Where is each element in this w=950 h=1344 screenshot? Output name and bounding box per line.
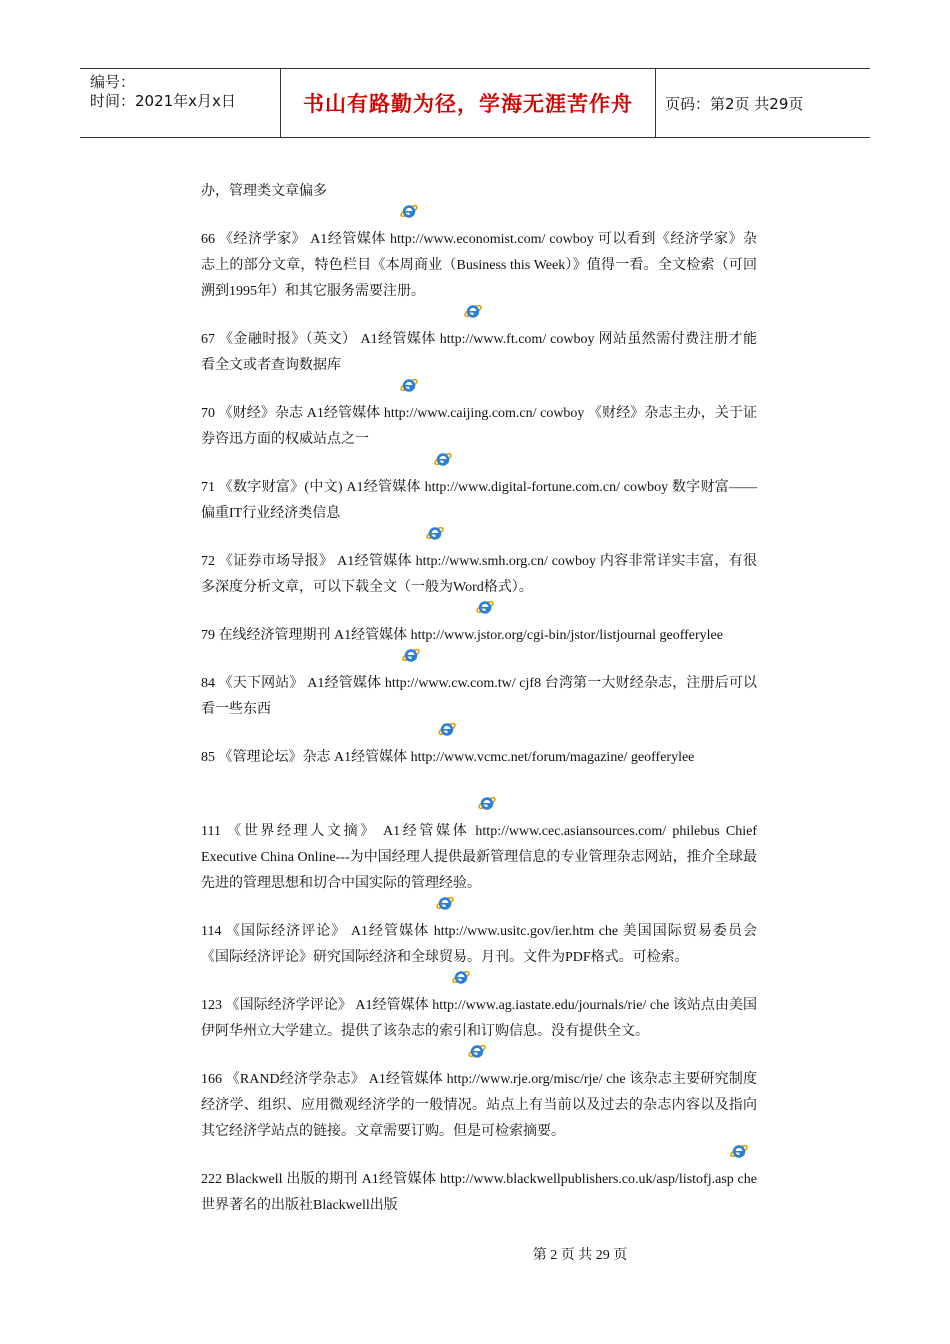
journal-entry — [201, 745, 757, 771]
entry-text: 85 《管理论坛》杂志 A1经管媒体 http://www.vcmc.net/forum/magazine/ geofferylee — [201, 750, 695, 765]
journal-entry — [201, 919, 757, 971]
journal-entry — [201, 671, 757, 723]
ie-browser-icon[interactable] — [433, 449, 453, 469]
entry-text: 111 《世界经理人文摘》 A1经管媒体 http://www.cec.asiansources.com/ philebus Chief Executive China Online---为中国经理人提供最新管理信息的专业管理杂志网站，推介全球最先进的管理思想和切合中国实际的管理经验。 — [201, 824, 757, 891]
journal-entry — [201, 549, 757, 601]
ie-browser-icon[interactable] — [437, 719, 457, 739]
entry-text: 66 《经济学家》 A1经管媒体 http://www.economist.com/ cowboy 可以看到《经济学家》杂志上的部分文章，特色栏目《本周商业（Business this Week）》值得一看。全文检索（可回溯到1995年）和其它服务需要注册。 — [201, 232, 757, 299]
document-body — [201, 157, 757, 1219]
journal-entry — [201, 1067, 757, 1145]
doc-number-label: 编号： — [90, 73, 136, 91]
ie-browser-icon[interactable] — [477, 793, 497, 813]
header-meta — [80, 69, 280, 137]
entry-text: 67 《金融时报》（英文） A1经管媒体 http://www.ft.com/ cowboy 网站虽然需付费注册才能看全文或者查询数据库 — [201, 332, 757, 373]
entry-text: 办，管理类文章偏多 — [201, 184, 327, 199]
journal-entry — [201, 475, 757, 527]
ie-browser-icon[interactable] — [463, 301, 483, 321]
entry-text: 114 《国际经济评论》 A1经管媒体 http://www.usitc.gov/ier.htm che 美国国际贸易委员会《国际经济评论》研究国际经济和全球贸易。月刊。文件为PDF格式。可检索。 — [201, 924, 757, 965]
journal-entry — [201, 993, 757, 1045]
ie-browser-icon[interactable] — [399, 201, 419, 221]
ie-browser-icon[interactable] — [729, 1141, 749, 1161]
ie-browser-icon[interactable] — [467, 1041, 487, 1061]
journal-entry — [201, 401, 757, 453]
footer-page-number: 第 2 页 共 29 页 — [532, 1248, 628, 1263]
entry-text: 72 《证券市场导报》 A1经管媒体 http://www.smh.org.cn/ cowboy 内容非常详实丰富，有很多深度分析文章，可以下载全文（一般为Word格式）。 — [201, 554, 757, 595]
journal-entry — [201, 179, 757, 205]
entry-text: 166 《RAND经济学杂志》 A1经管媒体 http://www.rje.org/misc/rje/ che 该杂志主要研究制度经济学、组织、应用微观经济学的一般情况。站点上有当前以及过去的杂志内容以及指向其它经济学站点的链接。文章需要订购。但是可检索摘要。 — [201, 1072, 757, 1139]
entry-text: 123 《国际经济学评论》 A1经管媒体 http://www.ag.iastate.edu/journals/rie/ che 该站点由美国伊阿华州立大学建立。提供了该杂志的索引和订购信息。没有提供全文。 — [201, 998, 757, 1039]
entry-text: 70 《财经》杂志 A1经管媒体 http://www.caijing.com.cn/ cowboy 《财经》杂志主办，关于证券咨迅方面的权威站点之一 — [201, 406, 757, 447]
ie-browser-icon[interactable] — [475, 597, 495, 617]
journal-entry — [201, 227, 757, 305]
journal-entry — [201, 327, 757, 379]
entry-text: 71 《数字财富》(中文) A1经管媒体 http://www.digital-fortune.com.cn/ cowboy 数字财富——偏重IT行业经济类信息 — [201, 480, 757, 521]
entry-text: 79 在线经济管理期刊 A1经管媒体 http://www.jstor.org/cgi-bin/jstor/listjournal geofferylee — [201, 628, 723, 643]
ie-browser-icon[interactable] — [435, 893, 455, 913]
header-motto: 书山有路勤为径，学海无涯苦作舟 — [303, 92, 633, 116]
header-page-code: 页码：第2页 共29页 — [665, 94, 804, 113]
page-footer — [0, 1244, 950, 1264]
entry-text: 222 Blackwell 出版的期刊 A1经管媒体 http://www.blackwellpublishers.co.uk/asp/listofj.asp che 世界著名的出版社Blackwell出版 — [201, 1172, 757, 1213]
journal-entry — [201, 623, 757, 649]
doc-time-label: 时间：2021年x月x日 — [90, 92, 236, 110]
ie-browser-icon[interactable] — [425, 523, 445, 543]
ie-browser-icon[interactable] — [399, 375, 419, 395]
header-motto-cell — [280, 69, 656, 137]
journal-entry — [201, 1167, 757, 1219]
ie-browser-icon[interactable] — [401, 645, 421, 665]
journal-entry — [201, 819, 757, 897]
ie-browser-icon[interactable] — [451, 967, 471, 987]
entry-text: 84 《天下网站》 A1经管媒体 http://www.cw.com.tw/ cjf8 台湾第一大财经杂志，注册后可以看一些东西 — [201, 676, 757, 717]
page-header — [80, 68, 870, 138]
